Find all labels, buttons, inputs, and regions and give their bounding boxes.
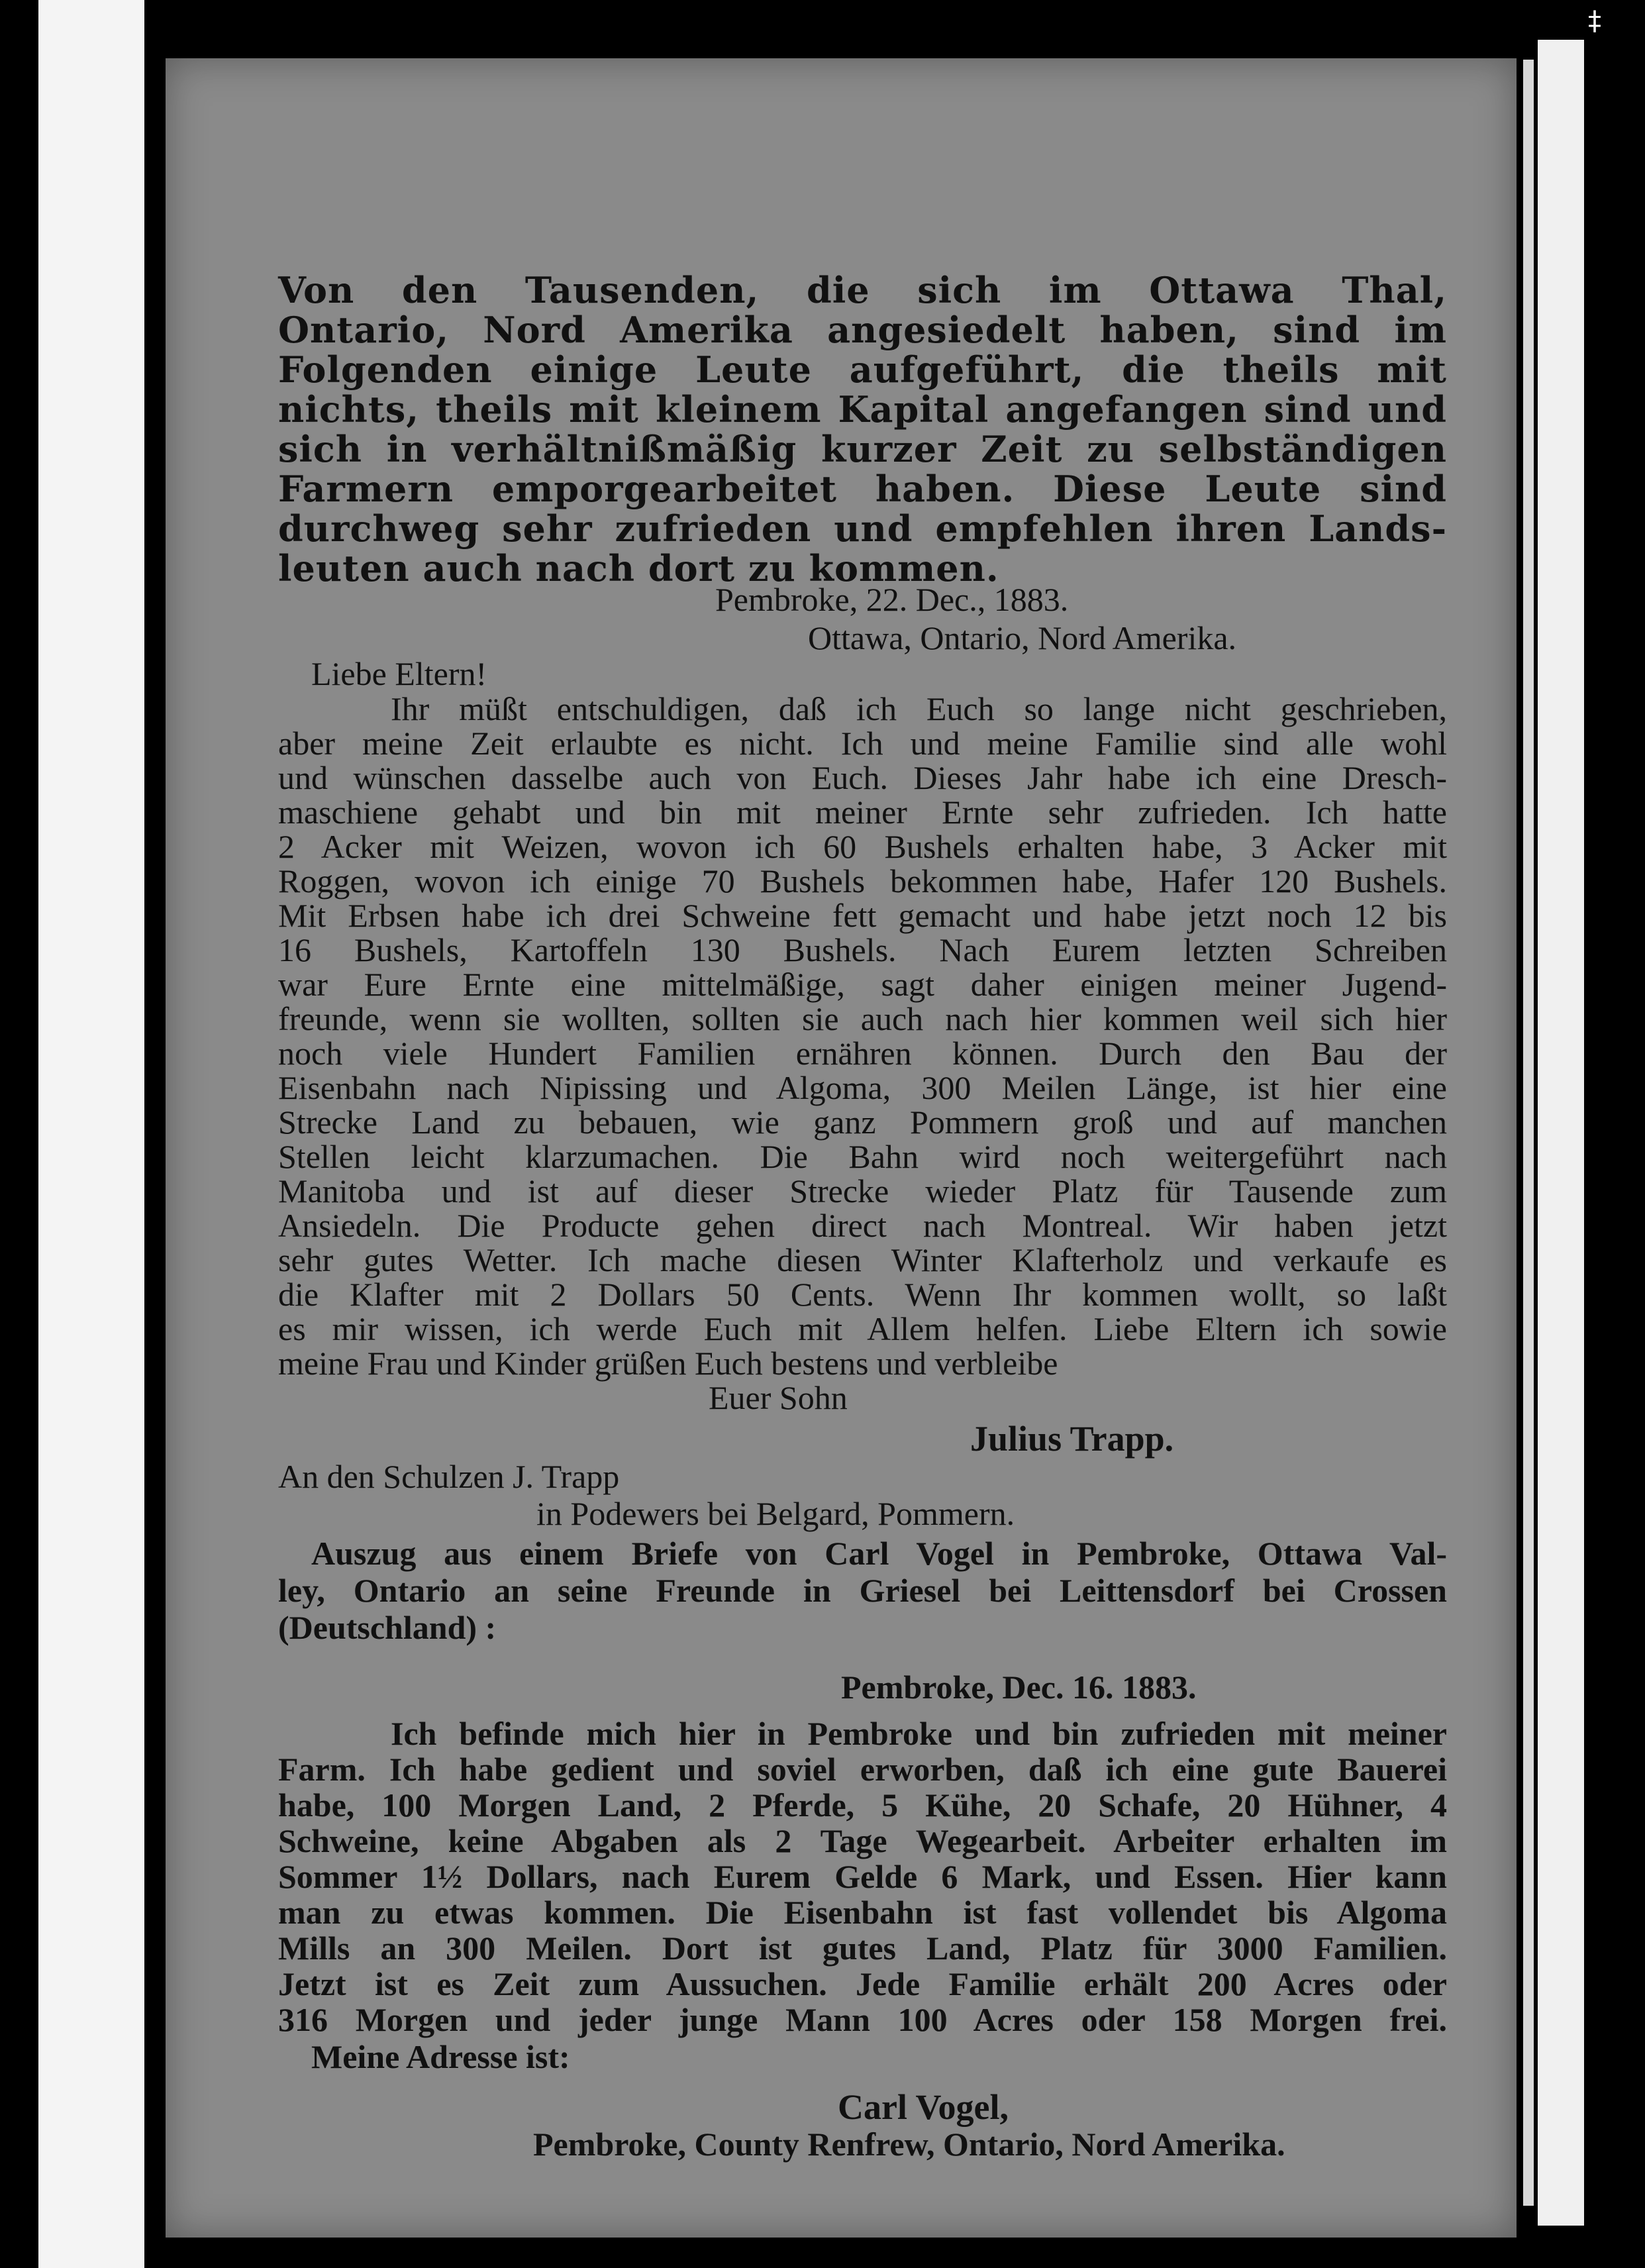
letter2-body-line: Mills an 300 Meilen. Dort ist gutes Land, Platz für 3000 Familien. (278, 1930, 1447, 1967)
letter1-body-line: Ihr müßt entschuldigen, daß ich Euch so lange nicht geschrieben, (391, 690, 1447, 727)
letter2-intro-line: ley, Ontario an seine Freunde in Griesel bei Leittensdorf bei Crossen (278, 1572, 1447, 1609)
letter2-place-date: Pembroke, Dec. 16. 1883. (841, 1669, 1197, 1706)
letter1-body-line: 2 Acker mit Weizen, wovon ich 60 Bushels erhalten habe, 3 Acker mit (278, 828, 1447, 865)
corner-registration-mark: ‡ (1588, 6, 1601, 36)
letter1-recipient-line1: An den Schulzen J. Trapp (278, 1458, 620, 1495)
right-page-edge (1538, 40, 1584, 2226)
letter1-closing: Euer Sohn (709, 1379, 848, 1416)
intro-line: nichts, theils mit kleinem Kapital angefangen sind und (278, 388, 1447, 431)
intro-line: Ontario, Nord Amerika angesiedelt haben, sind im (278, 309, 1447, 351)
intro-line: sich in verhältnißmäßig kurzer Zeit zu selbständigen (278, 428, 1447, 470)
letter2-body-line: Schweine, keine Abgaben als 2 Tage Wegearbeit. Arbeiter erhalten im (278, 1822, 1447, 1859)
page-edge-shadow (1523, 60, 1534, 2206)
letter1-address: Ottawa, Ontario, Nord Amerika. (808, 619, 1237, 656)
document-sheet (166, 58, 1517, 2238)
intro-line: Folgenden einige Leute aufgeführt, die theils mit (278, 348, 1447, 391)
letter1-body-line: es mir wissen, ich werde Euch mit Allem helfen. Liebe Eltern ich sowie (278, 1310, 1447, 1347)
letter1-body-line: Strecke Land zu bebauen, wie ganz Pommern groß und auf manchen (278, 1104, 1447, 1141)
letter1-body-line: Roggen, wovon ich einige 70 Bushels bekommen habe, Hafer 120 Bushels. (278, 862, 1447, 900)
letter2-signature: Carl Vogel, (838, 2087, 1009, 2127)
letter2-body-line: man zu etwas kommen. Die Eisenbahn ist fast vollendet bis Algoma (278, 1894, 1447, 1931)
left-page-margin (38, 0, 144, 2268)
letter1-body-line: Mit Erbsen habe ich drei Schweine fett gemacht und habe jetzt noch 12 bis (278, 897, 1447, 934)
letter2-intro-line: (Deutschland) : (278, 1609, 497, 1646)
letter2-body-line: Sommer 1½ Dollars, nach Eurem Gelde 6 Mark, und Essen. Hier kann (278, 1858, 1447, 1895)
letter1-body-line: noch viele Hundert Familien ernähren können. Durch den Bau der (278, 1035, 1447, 1072)
letter1-body-line: freunde, wenn sie wollten, sollten sie auch nach hier kommen weil sich hier (278, 1000, 1447, 1037)
letter2-intro-line: Auszug aus einem Briefe von Carl Vogel in Pembroke, Ottawa Val- (311, 1535, 1447, 1572)
letter1-body-line: Manitoba und ist auf dieser Strecke wieder Platz für Tausende zum (278, 1172, 1447, 1210)
letter2-body-line: Farm. Ich habe gedient und soviel erworben, daß ich eine gute Bauerei (278, 1751, 1447, 1788)
letter1-body-line: die Klafter mit 2 Dollars 50 Cents. Wenn Ihr kommen wollt, so laßt (278, 1276, 1447, 1313)
letter1-body-line: war Eure Ernte eine mittelmäßige, sagt daher einigen meiner Jugend- (278, 966, 1447, 1003)
letter2-body-line: 316 Morgen und jeder junge Mann 100 Acres oder 158 Morgen frei. (278, 2001, 1447, 2038)
letter1-signature: Julius Trapp. (970, 1419, 1174, 1459)
letter1-body-line: Ansiedeln. Die Producte gehen direct nach Montreal. Wir haben jetzt (278, 1207, 1447, 1244)
letter1-body-line: maschiene gehabt und bin mit meiner Ernte sehr zufrieden. Ich hatte (278, 794, 1447, 831)
letter2-address-label: Meine Adresse ist: (311, 2038, 570, 2075)
letter1-body-line: 16 Bushels, Kartoffeln 130 Bushels. Nach Eurem letzten Schreiben (278, 931, 1447, 968)
letter1-recipient-line2: in Podewers bei Belgard, Pommern. (536, 1495, 1015, 1532)
intro-line: Von den Tausenden, die sich im Ottawa Thal, (278, 269, 1447, 311)
letter1-body-line: sehr gutes Wetter. Ich mache diesen Winter Klafterholz und verkaufe es (278, 1241, 1447, 1278)
letter1-body-line: und wünschen dasselbe auch von Euch. Dieses Jahr habe ich eine Dresch- (278, 759, 1447, 796)
letter1-place-date: Pembroke, 22. Dec., 1883. (715, 581, 1069, 618)
letter2-body-line: habe, 100 Morgen Land, 2 Pferde, 5 Kühe, 20 Schafe, 20 Hühner, 4 (278, 1786, 1447, 1824)
letter1-body-line: Stellen leicht klarzumachen. Die Bahn wird noch weitergeführt nach (278, 1138, 1447, 1175)
letter2-body-line: Ich befinde mich hier in Pembroke und bin zufrieden mit meiner (391, 1715, 1447, 1752)
letter2-signature-address: Pembroke, County Renfrew, Ontario, Nord Amerika. (533, 2126, 1285, 2163)
letter1-salutation: Liebe Eltern! (311, 655, 487, 692)
intro-line: Farmern emporgearbeitet haben. Diese Leute sind (278, 468, 1447, 510)
letter1-body-line: meine Frau und Kinder grüßen Euch bestens und verbleibe (278, 1345, 1058, 1382)
letter2-body-line: Jetzt ist es Zeit zum Aussuchen. Jede Familie erhält 200 Acres oder (278, 1965, 1447, 2002)
letter1-body-line: aber meine Zeit erlaubte es nicht. Ich und meine Familie sind alle wohl (278, 725, 1447, 762)
letter1-body-line: Eisenbahn nach Nipissing und Algoma, 300 Meilen Länge, ist hier eine (278, 1069, 1447, 1106)
intro-line: durchweg sehr zufrieden und empfehlen ihren Lands- (278, 507, 1447, 550)
intro-line: leuten auch nach dort zu kommen. (278, 547, 999, 590)
